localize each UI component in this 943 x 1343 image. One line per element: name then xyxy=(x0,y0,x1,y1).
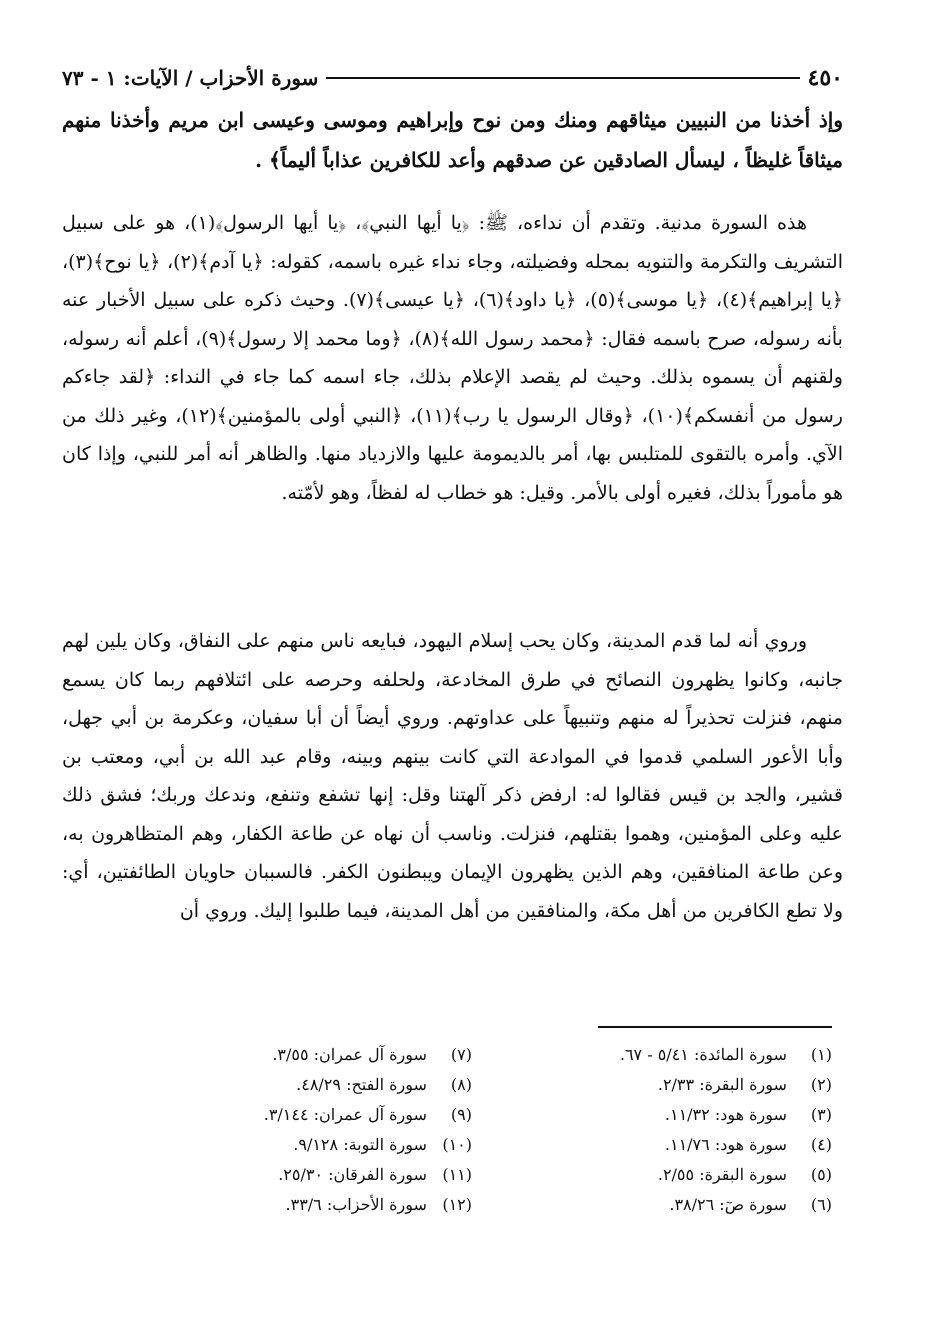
footnote xyxy=(532,1160,832,1190)
footnote-number: (٤) xyxy=(810,1135,832,1154)
page-number: ٤٥٠ xyxy=(807,65,843,91)
footnote-number: (٨) xyxy=(450,1075,472,1094)
footnote xyxy=(172,1040,472,1070)
footnote-number: (٦) xyxy=(810,1195,832,1214)
footnote xyxy=(172,1130,472,1160)
footnote-number: (٣) xyxy=(810,1105,832,1124)
footnote-number: (٩) xyxy=(450,1105,472,1124)
header-rule xyxy=(326,77,799,79)
footnote xyxy=(172,1100,472,1130)
paragraph-text: وروي أنه لما قدم المدينة، وكان يحب إسلام اليهود، فبايعه ناس منهم على النفاق، وكان يلين لهم جانبه، وكانوا يظهرون النصائح في طرق المخادعة، ولحلفه وحرصه على ائتلافهم ربما كان يسمع منهم، فنزلت تحذيراً له منهم وتنبيهاً على عداوتهم. وروي أيضاً أن أبا سفيان، وعكرمة بن أبي جهل، وأبا الأعور السلمي قدموا في الموادعة التي كانت بينهم وبينه، وقام عبد الله بن أبي، ومعتب بن قشير، والجد بن قيس فقالوا له: ارفض ذكر آلهتنا وقل: إنها تشفع وتنفع، وندعك وربك؛ فشق ذلك عليه وعلى المؤمنين، وهموا بقتلهم، فنزلت. وناسب أن نهاه عن طاعة الكفار، وهم المتظاهرون به، وعن طاعة المنافقين، وهم الذين يظهرون الإيمان ويبطنون الكفر. فالسببان حاويان الطائفتين، أي: ولا تطع الكافرين من أهل مكة، والمنافقين من أهل المدينة، فيما طلبوا إليك. وروي أن xyxy=(62,630,843,922)
footnote xyxy=(532,1130,832,1160)
footnote-text: سورة التوبة: ٩/١٢٨. xyxy=(293,1135,427,1154)
footnote xyxy=(172,1160,472,1190)
footnote-number: (١٠) xyxy=(442,1135,472,1154)
footnote xyxy=(532,1190,832,1220)
footnotes-column-right xyxy=(532,1040,832,1220)
footnote-number: (١١) xyxy=(442,1165,472,1184)
footnote-text: سورة الفتح: ٤٨/٢٩. xyxy=(296,1075,427,1094)
footnote-separator xyxy=(598,1026,832,1028)
footnote-text: سورة البقرة: ٢/٣٣. xyxy=(657,1075,787,1094)
footnote-text: سورة البقرة: ٢/٥٥. xyxy=(657,1165,787,1184)
footnote xyxy=(532,1070,832,1100)
page-header xyxy=(62,62,843,94)
paragraph-text: هذه السورة مدنية. وتقدم أن نداءه، ﷺ: ﴿يا أيها النبي﴾، ﴿يا أيها الرسول﴾(١)، هو على سبيل التشريف والتكرمة والتنويه بمحله وفضيلته، وجاء نداء غيره باسمه، كقوله: ﴿يا آدم﴾(٢)، ﴿يا نوح﴾(٣)، ﴿يا إبراهيم﴾(٤)، ﴿يا موسى﴾(٥)، ﴿يا داود﴾(٦)، ﴿يا عيسى﴾(٧). وحيث ذكره على سبيل الأخبار عنه بأنه رسوله، صرح باسمه فقال: ﴿محمد رسول الله﴾(٨)، ﴿وما محمد إلا رسول﴾(٩)، أعلم أنه رسوله، ولقنهم أن يسموه بذلك. وحيث لم يقصد الإعلام بذلك، جاء اسمه كما جاء في النداء: ﴿لقد جاءكم رسول من أنفسكم﴾(١٠)، ﴿وقال الرسول يا رب﴾(١١)، ﴿النبي أولى بالمؤمنين﴾(١٢)، وغير ذلك من الآي. وأمره بالتقوى للمتلبس بها، أمر بالديمومة عليها والازدياد منها. والظاهر أنه أمر للنبي، وإذا كان هو مأموراً بذلك، فغيره أولى بالأمر. وقيل: هو خطاب له لفظاً، وهو لأمّته. xyxy=(62,212,843,504)
footnote xyxy=(532,1040,832,1070)
footnote-text: سورة المائدة: ٥/٤١ - ٦٧. xyxy=(619,1045,787,1064)
footnote xyxy=(172,1190,472,1220)
footnote-text: سورة صٓ: ٣٨/٢٦. xyxy=(669,1195,787,1214)
quran-verse: وإذ أخذنا من النبيين ميثاقهم ومنك ومن نوح وإبراهيم وموسى وعيسى ابن مريم وأخذنا منهم ميثاقاً غليظاً ، ليسأل الصادقين عن صدقهم وأعد للكافرين عذاباً أليماً﴾ . xyxy=(62,108,843,172)
footnote-number: (٥) xyxy=(810,1165,832,1184)
commentary-paragraph-1 xyxy=(62,204,843,512)
footnote-text: سورة الأحزاب: ٣٣/٦. xyxy=(285,1195,427,1214)
footnote-number: (١) xyxy=(810,1045,832,1064)
running-title: سورة الأحزاب / الآيات: ١ - ٧٣ xyxy=(62,66,319,90)
footnote-number: (٧) xyxy=(450,1045,472,1064)
footnotes-column-left xyxy=(172,1040,472,1220)
footnote xyxy=(172,1070,472,1100)
footnote-number: (٢) xyxy=(810,1075,832,1094)
footnote-text: سورة هود: ١١/٣٢. xyxy=(664,1105,787,1124)
footnote-text: سورة آل عمران: ٣/١٤٤. xyxy=(263,1105,427,1124)
footnote-text: سورة هود: ١١/٧٦. xyxy=(664,1135,787,1154)
footnote-text: سورة آل عمران: ٣/٥٥. xyxy=(272,1045,427,1064)
footnote xyxy=(532,1100,832,1130)
commentary-paragraph-2 xyxy=(62,622,843,930)
footnote-number: (١٢) xyxy=(442,1195,472,1214)
footnote-text: سورة الفرقان: ٢٥/٣٠. xyxy=(278,1165,427,1184)
